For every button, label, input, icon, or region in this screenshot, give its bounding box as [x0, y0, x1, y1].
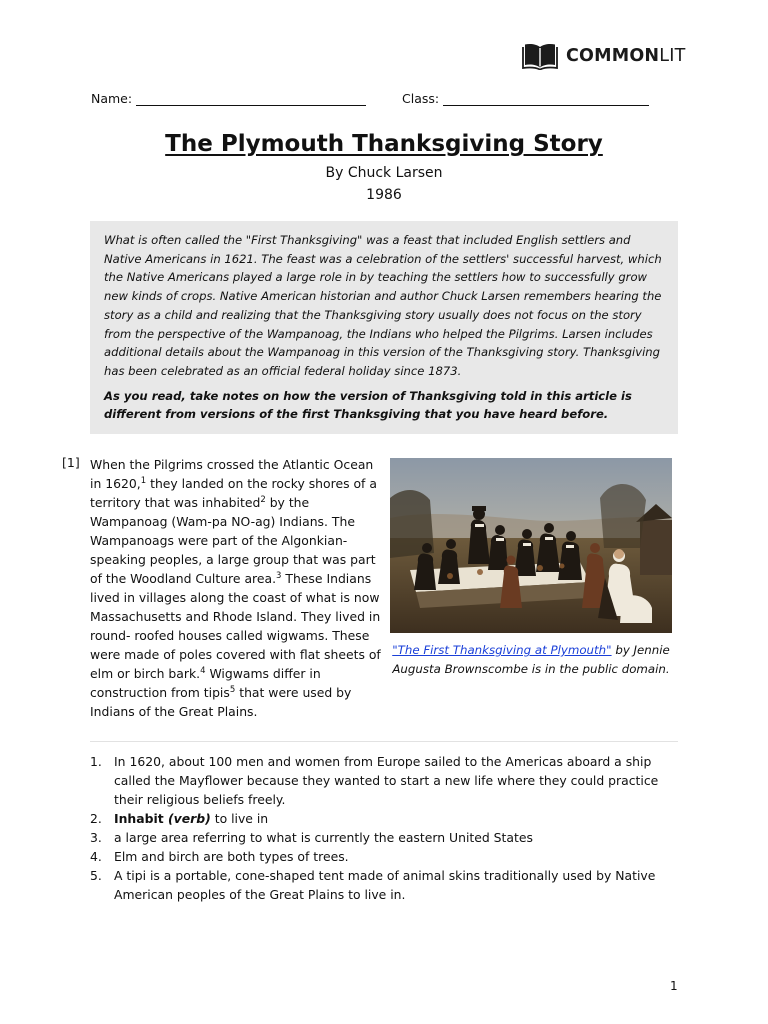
- paragraph-text: Wigwams differ in construction from tipis: [90, 666, 321, 700]
- footnote-item: [90, 847, 670, 866]
- reading-prompt: As you read, take notes on how the version of Thanksgiving told in this article is different from versions of the first Thanksgiving that you have heard before.: [104, 388, 632, 422]
- open-book-icon: [522, 42, 558, 70]
- intro-box: [90, 221, 678, 434]
- paragraph-1: [90, 455, 382, 721]
- footnote-number: 2.: [90, 811, 102, 826]
- first-thanksgiving-painting: [390, 458, 672, 633]
- article-year: 1986: [366, 187, 402, 203]
- footnote-part-of-speech: (verb): [163, 811, 211, 826]
- footnote-number: 1.: [90, 754, 102, 769]
- image-caption: [386, 641, 676, 679]
- caption-credit: by Jennie Augusta Brownscombe is in the public domain.: [392, 643, 670, 676]
- footnote-text: Elm and birch are both types of trees.: [114, 849, 349, 864]
- page-number: 1: [670, 979, 678, 993]
- footnote-item: [90, 809, 670, 828]
- paragraph-number: [1]: [62, 455, 80, 470]
- article-title: The Plymouth Thanksgiving Story: [165, 131, 603, 157]
- paragraph-text: These Indians lived in villages along the coast of what is now Massachusetts and Rhode Island. They lived in round- roofed houses called wigwams. These were made of poles covered with flat sheets of elm or birch bark.: [90, 571, 381, 681]
- name-field: [91, 91, 366, 106]
- footnote-ref-4[interactable]: 4: [200, 665, 206, 676]
- paragraph-text: they landed on the rocky shores of a territory that was inhabited: [90, 476, 377, 510]
- footnote-item: [90, 828, 670, 847]
- footnote-ref-3[interactable]: 3: [276, 570, 282, 581]
- footnote-number: 4.: [90, 849, 102, 864]
- logo-wordmark: [566, 46, 685, 66]
- commonlit-logo: [522, 42, 685, 70]
- paragraph-text: that were used by Indians of the Great Plains.: [90, 685, 352, 719]
- paragraph-text: When the Pilgrims crossed the Atlantic Ocean in 1620,: [90, 457, 374, 491]
- logo-wordmark-bold: COMMON: [566, 46, 660, 66]
- class-blank-line: [443, 92, 649, 106]
- footnotes-list: [90, 752, 670, 904]
- intro-text: What is often called the "First Thanksgiving" was a feast that included English settlers and Native Americans in 1621. The feast was a celebration of the settlers' successful harvest, which the Native Americans played a large role in by teaching the settlers how to successfully grow new kinds of crops. Native American historian and author Chuck Larsen remembers hearing the story as a child and realizing that the Thanksgiving story usually does not focus on the story from the perspective of the Wampanoag, the Indians who helped the Pilgrims. Larsen includes additional details about the Wampanoag in this version of the Thanksgiving story. Thanksgiving has been celebrated as an official federal holiday since 1873.: [104, 233, 662, 378]
- footnote-ref-1[interactable]: 1: [140, 475, 147, 486]
- name-blank-line: [136, 92, 366, 106]
- footnote-text: In 1620, about 100 men and women from Europe sailed to the Americas aboard a ship called the Mayflower because they wanted to start a new life where they could practice their religious beliefs freely.: [114, 754, 659, 807]
- paragraph-text: by the Wampanoag (Wam-pa NO-ag) Indians. The Wampanoags were part of the Algonkian-speaking peoples, a large group that was part of the Woodland Culture area.: [90, 495, 376, 586]
- footnote-text: a large area referring to what is currently the eastern United States: [114, 830, 533, 845]
- class-field: [402, 91, 649, 106]
- footnote-term: Inhabit: [114, 811, 164, 826]
- article-author: By Chuck Larsen: [325, 165, 443, 181]
- logo-wordmark-light: LIT: [659, 46, 686, 66]
- footnote-divider: [90, 741, 678, 742]
- footnote-number: 5.: [90, 868, 102, 883]
- footnote-ref-2[interactable]: 2: [260, 494, 266, 505]
- footnote-number: 3.: [90, 830, 102, 845]
- footnote-text: to live in: [210, 811, 269, 826]
- footnote-item: [90, 866, 670, 904]
- class-label: Class:: [402, 91, 440, 106]
- painting-title-link[interactable]: "The First Thanksgiving at Plymouth": [392, 643, 612, 657]
- name-label: Name:: [91, 91, 133, 106]
- footnote-ref-5[interactable]: 5: [229, 684, 236, 695]
- footnote-item: [90, 752, 670, 809]
- footnote-text: A tipi is a portable, cone-shaped tent made of animal skins traditionally used by Native American peoples of the Great Plains to live in.: [114, 868, 656, 902]
